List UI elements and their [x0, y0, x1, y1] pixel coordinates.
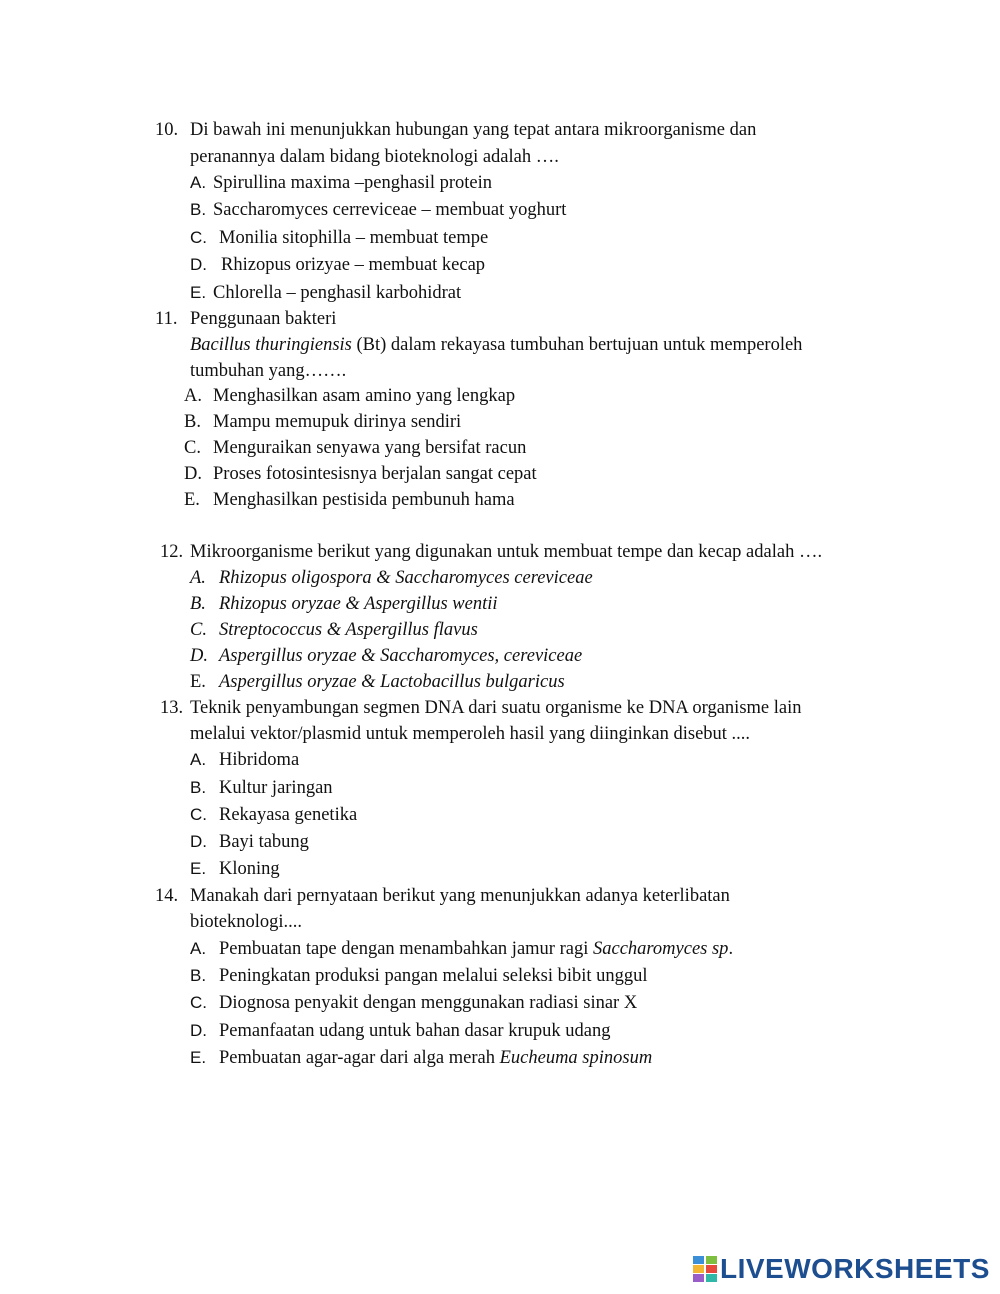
option-text: Saccharomyces cerreviceae – membuat yoghurt: [213, 200, 567, 220]
option-letter: E.: [190, 859, 207, 878]
option-text: Bayi tabung: [219, 832, 309, 852]
option-text: Mampu memupuk dirinya sendiri: [213, 412, 462, 432]
option-letter: C.: [190, 620, 207, 640]
option-text: Rhizopus orizyae – membuat kecap: [221, 255, 486, 275]
option-text: Streptococcus & Aspergillus flavus: [219, 620, 478, 640]
option-letter: E.: [190, 283, 207, 302]
option-text: Spirullina maxima –penghasil protein: [213, 173, 492, 193]
option-text: [219, 937, 733, 961]
option-letter: B.: [190, 966, 207, 985]
option-text: Menghasilkan pestisida pembunuh hama: [213, 490, 515, 510]
question-number: 11.: [155, 309, 178, 329]
option-letter: C.: [190, 805, 207, 824]
question-number: 13.: [160, 698, 184, 718]
option-text: Kloning: [219, 859, 280, 879]
species-name: Bacillus thuringiensis: [190, 335, 352, 355]
option-letter: E.: [184, 490, 200, 510]
question-number: 10.: [155, 120, 179, 140]
option-text: Menguraikan senyawa yang bersifat racun: [213, 438, 527, 458]
option-letter: D.: [190, 1021, 207, 1040]
question-stem: Penggunaan bakteri: [190, 309, 337, 329]
option-text-main: Pembuatan agar-agar dari alga merah: [219, 1048, 500, 1068]
option-text: Proses fotosintesisnya berjalan sangat cepat: [213, 464, 537, 484]
option-letter: A.: [190, 173, 207, 192]
question-stem: [190, 333, 802, 357]
option-letter: A.: [184, 386, 202, 406]
option-text: [219, 1046, 652, 1070]
option-text: Menghasilkan asam amino yang lengkap: [213, 386, 516, 406]
option-letter: E.: [190, 1048, 207, 1067]
liveworksheets-logo-icon: [693, 1256, 717, 1282]
option-text-main: Pembuatan tape dengan menambahkan jamur ragi: [219, 939, 593, 959]
option-letter: B.: [190, 200, 207, 219]
question-stem: Manakah dari pernyataan berikut yang menunjukkan adanya keterlibatan: [190, 886, 730, 906]
question-stem: Di bawah ini menunjukkan hubungan yang tepat antara mikroorganisme dan: [190, 120, 757, 140]
option-letter: B.: [190, 778, 207, 797]
option-text: Hibridoma: [219, 750, 300, 770]
stem-text: (Bt) dalam rekayasa tumbuhan bertujuan untuk memperoleh: [351, 335, 803, 355]
option-text: Rhizopus oryzae & Aspergillus wentii: [219, 594, 498, 614]
option-letter: D.: [190, 832, 207, 851]
option-text: Monilia sitophilla – membuat tempe: [219, 228, 489, 248]
option-letter: B.: [190, 594, 206, 614]
question-number: 12.: [160, 542, 184, 562]
question-stem: Teknik penyambungan segmen DNA dari suatu organisme ke DNA organisme lain: [190, 698, 802, 718]
species-name: Saccharomyces sp: [592, 939, 729, 959]
species-name: Eucheuma spinosum: [499, 1048, 653, 1068]
option-letter: C.: [190, 228, 207, 247]
option-text: Pemanfaatan udang untuk bahan dasar krupuk udang: [219, 1021, 611, 1041]
question-stem: bioteknologi....: [190, 912, 303, 932]
option-text-end: .: [728, 939, 734, 959]
question-stem: Mikroorganisme berikut yang digunakan untuk membuat tempe dan kecap adalah ….: [190, 542, 823, 562]
option-letter: C.: [190, 993, 207, 1012]
logo-text: LIVEWORKSHEETS: [720, 1253, 990, 1284]
option-text: Peningkatan produksi pangan melalui seleksi bibit unggul: [219, 966, 648, 986]
liveworksheets-logo: [693, 1254, 990, 1284]
option-text: Rhizopus oligospora & Saccharomyces cereviceae: [219, 568, 593, 588]
question-stem: tumbuhan yang…….: [190, 361, 347, 381]
option-letter: D.: [190, 255, 207, 274]
option-letter: A.: [190, 750, 207, 769]
option-text: Aspergillus oryzae & Saccharomyces, cereviceae: [219, 646, 583, 666]
option-letter: B.: [184, 412, 201, 432]
option-text: Aspergillus oryzae & Lactobacillus bulgaricus: [219, 672, 565, 692]
option-letter: D.: [190, 646, 208, 666]
option-text: Chlorella – penghasil karbohidrat: [213, 283, 462, 303]
option-letter: A.: [190, 568, 206, 588]
option-text: Diognosa penyakit dengan menggunakan radiasi sinar X: [219, 993, 638, 1013]
option-letter: E.: [190, 672, 206, 692]
question-stem: melalui vektor/plasmid untuk memperoleh hasil yang diinginkan disebut ....: [190, 724, 751, 744]
option-letter: A.: [190, 939, 207, 958]
question-number: 14.: [155, 886, 179, 906]
option-text: Kultur jaringan: [219, 778, 333, 798]
option-text: Rekayasa genetika: [219, 805, 358, 825]
option-letter: C.: [184, 438, 201, 458]
option-letter: D.: [184, 464, 202, 484]
question-stem: peranannya dalam bidang bioteknologi adalah ….: [190, 147, 559, 167]
